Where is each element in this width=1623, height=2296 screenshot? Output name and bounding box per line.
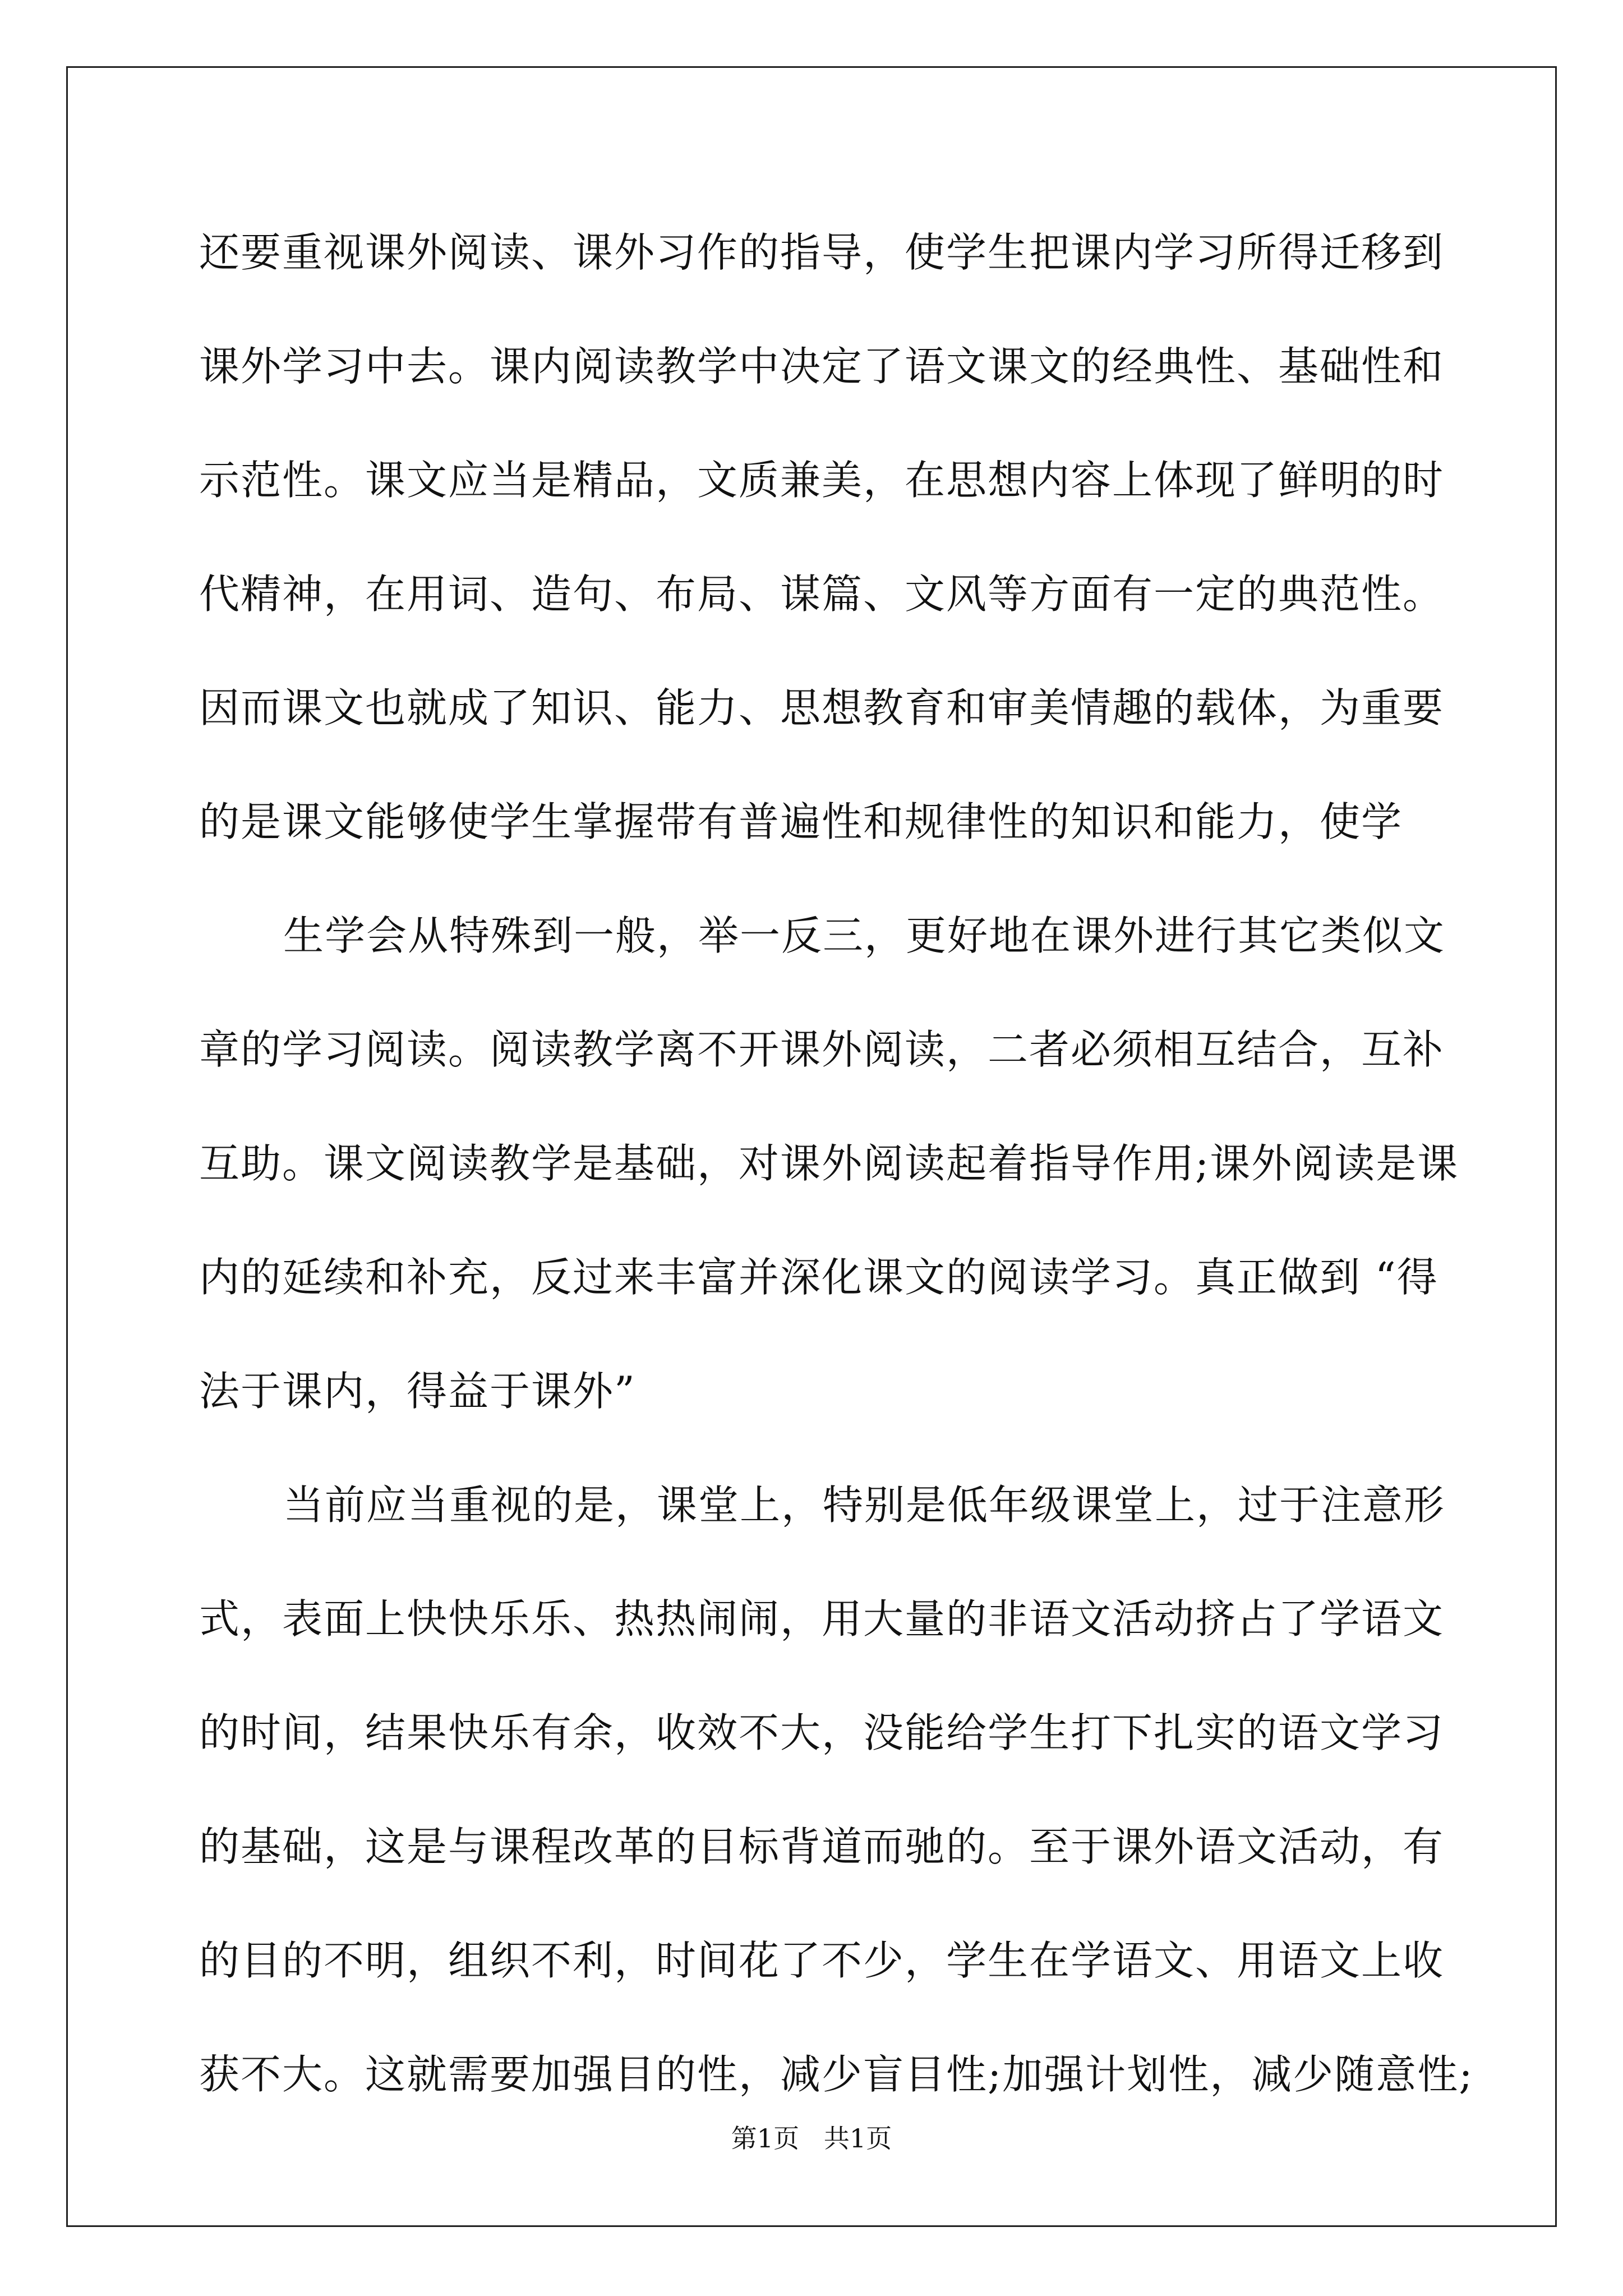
text-line: 的是课文能够使学生掌握带有普遍性和规律性的知识和能力，使学 [199, 798, 1403, 845]
text-line: 当前应当重视的是，课堂上，特别是低年级课堂上，过于注意形 [283, 1481, 1446, 1529]
text-line: 的时间，结果快乐有余，收效不大，没能给学生打下扎实的语文学习 [199, 1709, 1445, 1756]
text-line: 代精神，在用词、造句、布局、谋篇、文风等方面有一定的典范性。 [199, 570, 1445, 618]
text-line: 还要重视课外阅读、课外习作的指导，使学生把课内学习所得迁移到 [199, 229, 1445, 276]
text-line: 互助。课文阅读教学是基础，对课外阅读起着指导作用;课外阅读是课 [199, 1140, 1459, 1187]
text-line: 因而课文也就成了知识、能力、思想教育和审美情趣的载体，为重要 [199, 684, 1445, 731]
text-line: 法于课内，得益于课外” [199, 1368, 636, 1415]
text-line: 获不大。这就需要加强目的性，减少盲目性;加强计划性，减少随意性; [199, 2051, 1474, 2098]
text-line: 的目的不明，组织不利，时间花了不少，学生在学语文、用语文上收 [199, 1937, 1445, 1984]
text-line: 章的学习阅读。阅读教学离不开课外阅读，二者必须相互结合，互补 [199, 1026, 1445, 1073]
text-line: 课外学习中去。课内阅读教学中决定了语文课文的经典性、基础性和 [199, 343, 1445, 390]
text-line: 内的延续和补充，反过来丰富并深化课文的阅读学习。真正做到 “得 [199, 1254, 1438, 1301]
text-line: 生学会从特殊到一般，举一反三，更好地在课外进行其它类似文 [283, 912, 1446, 959]
page-number-footer: 第1页 共1页 [731, 2123, 892, 2154]
text-line: 的基础，这是与课程改革的目标背道而驰的。至于课外语文活动，有 [199, 1823, 1445, 1870]
text-line: 示范性。课文应当是精品，文质兼美，在思想内容上体现了鲜明的时 [199, 457, 1445, 504]
text-line: 式，表面上快快乐乐、热热闹闹，用大量的非语文活动挤占了学语文 [199, 1595, 1445, 1642]
